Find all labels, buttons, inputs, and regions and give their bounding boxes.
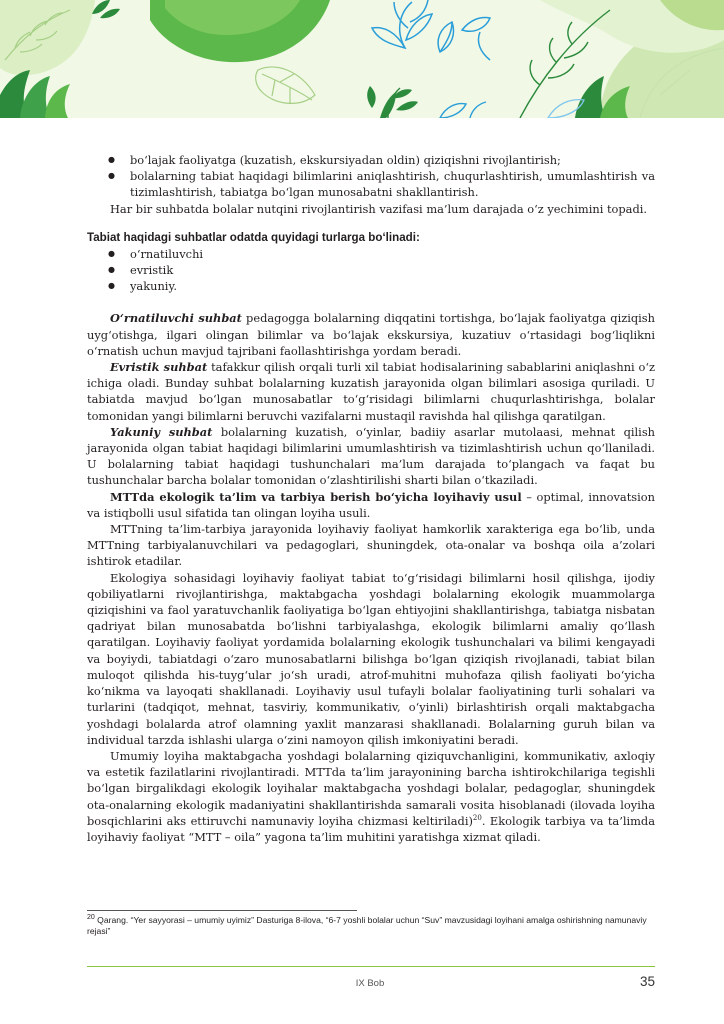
- list-item: ● yakuniy.: [130, 278, 655, 294]
- conversation-types-list: [87, 246, 655, 295]
- footer-divider: [87, 966, 655, 967]
- bullet-list-top: [87, 152, 655, 201]
- paragraph-project-method: MTTda ekologik ta’lim va tarbiya berish bo‘yicha loyihaviy usul – optimal, innovatsion va istiqbolli usul sifatida tan olingan loyiha usuli.: [87, 489, 655, 520]
- paragraph-ecology-project: Ekologiya sohasidagi loyihaviy faoliyat tabiat to‘g‘risidagi bilimlarni hosil qilishga, ijodiy qobiliyatlarni rivojlantirishga, maktabgacha yoshdagi bolalarning ekologik muammolarga qiziqishini va faol yaratuvchanlik faoliyatiga bo‘lgan ehtiyojini shakllantirishga, tabiatga nisbatan qadriyat bilan munosabatda bo‘lishni tarbiyalashga, ekologik bilimlarni amaliy qo‘llash qaratilgan. Loyihaviy faoliyat yordamida bolalarning ekologik tushunchalari va bilimi kengayadi va boyiydi, tabiatdagi o‘zaro munosabatlarni bilishga bo‘lgan qiziqish rivojlanadi, tabiat bilan muloqot qilishda his-tuyg‘ular jo‘sh uradi, atrof-muhitni muhofaza qilish faoliyati bo‘yicha ko‘nikma va layoqati shakllanadi. Loyihaviy usul tufayli bolalar faoliyatining turli sohalari va turlarini (tadqiqot, mehnat, tasviriy, kommunikativ, o‘yinli) birlashtirish orqali maktabgacha yoshdagi bolalarda atrof olamning yaxlit manzarasi shakllanadi. Bolalarning guruh bilan va individual tarzda ishlashi ularga o‘zini namoyon qilish imkoniyatini beradi.: [87, 570, 655, 747]
- paragraph-introductory-conversation: O‘rnatiluvchi suhbat pedagogga bolalarning diqqatini tortishga, bo‘lajak faoliyatga qiziqish uyg‘otishga, ilgari olingan bilimlar va bo‘lajak ekskursiya, kuzatiuv o‘rtasidagi bog‘liqlikni o‘rnatish uchun mavjud tajribani faollashtirishga yordam beradi.: [87, 311, 655, 358]
- term-project-method: MTTda ekologik ta’lim va tarbiya berish bo‘yicha loyihaviy usul: [110, 489, 522, 504]
- paragraph-cooperation: MTTning ta’lim-tarbiya jarayonida loyihaviy faoliyat hamkorlik xarakteriga ega bo‘lib, unda MTTning tarbiyalanuvchilari va pedagoglari, shuningdek, ota-onalar va boshqa oila a’zolari ishtirok etadilar.: [87, 522, 655, 569]
- term-heuristic: Evristik suhbat: [110, 360, 208, 375]
- term-final: Yakuniy suhbat: [110, 424, 213, 439]
- list-item: ● bolalarning tabiat haqidagi bilimlarini aniqlashtirish, chuqurlashtirish, umumlashtirish va tizimlashtirish, tabiatga bo‘lgan munosabatni shakllantirish.: [130, 168, 655, 200]
- list-item: ● evristik: [130, 262, 655, 278]
- paragraph-general-project: Umumiy loyiha maktabgacha yoshdagi bolalarning qiziquvchanligini, kommunikativ, axloqiy va estetik fazilatlarini rivojlantiradi. MTTda ta’lim jarayonining barcha ishtirokchilariga tegishli bo‘lgan birgalikdagi ekologik loyihalar maktabgacha yoshdagi bolalar, pedagoglar, shuningdek ota-onalarning ekologik madaniyatini shakllantirishda samarali vosita hisoblanadi (ilovada loyiha bosqichlarini aks ettiruvchi namunaviy loyiha chizmasi keltiriladi)$^{20}$. Ekologik tarbiya va ta’limda loyihaviy faoliyat “MTT – oila” yagona ta’lim muhitini yaratishga xizmat qiladi.: [87, 748, 655, 844]
- term-introductory: O‘rnatiluvchi suhbat: [110, 311, 242, 326]
- footnote-reference[interactable]: 20: [472, 813, 482, 822]
- footnote-divider: [87, 910, 357, 911]
- list-item: ● o‘rnatiluvchi: [130, 246, 655, 262]
- decorative-banner: [0, 0, 724, 118]
- section-heading: Tabiat haqidagi suhbatlar odatda quyidagi turlarga bo‘linadi:: [87, 230, 420, 244]
- main-text-column: [87, 152, 655, 845]
- leaf-pattern-illustration: [0, 0, 724, 118]
- footer-chapter-label: IX Bob: [355, 978, 385, 989]
- footnote: $^{20}$ Qarang. “Yer sayyorasi – umumiy uyimiz” Dasturiga 8-ilova, “6-7 yoshli bolalar uchun “Suv” mavzusidagi loyihani amalga oshirishning namunaviy rejasi”: [87, 914, 647, 936]
- page-number: 35: [639, 974, 655, 989]
- footnote-number: 20: [87, 914, 95, 922]
- paragraph-speech-development: Har bir suhbatda bolalar nutqini rivojlantirish vazifasi ma’lum darajada o‘z yechimini topadi.: [110, 201, 648, 216]
- list-item: ● bo‘lajak faoliyatga (kuzatish, ekskursiyadan oldin) qiziqishni rivojlantirish;: [130, 152, 655, 168]
- paragraph-heuristic-conversation: Evristik suhbat tafakkur qilish orqali turli xil tabiat hodisalarining sabablarini aniqlashni o‘z ichiga oladi. Bunday suhbat bolalarning kuzatish jarayonida olgan bilimlari asosiga quriladi. U tabiatda mavjud bo‘lgan munosabatlar to‘g‘risidagi bilimlarni chuqurlashtirishga, bolalar tomonidan yangi bilimlarni beruvchi vazifalarni mustaqil ravishda hal qilishga qaratilgan.: [87, 360, 655, 423]
- paragraph-final-conversation: Yakuniy suhbat bolalarning kuzatish, o‘yinlar, badiiy asarlar mutolaasi, mehnat qilish jarayonida olgan tabiat haqidagi bilimlarini umumlashtirish va tizimlashtirish uchun qo‘llaniladi. U bolalarning tabiat haqidagi tushunchalari ma’lum darajada to‘plangach va faqat bu tushunchalar barcha bolalar tomonidan o‘zlashtirilishi sharti bilan o‘tkaziladi.: [87, 424, 655, 488]
